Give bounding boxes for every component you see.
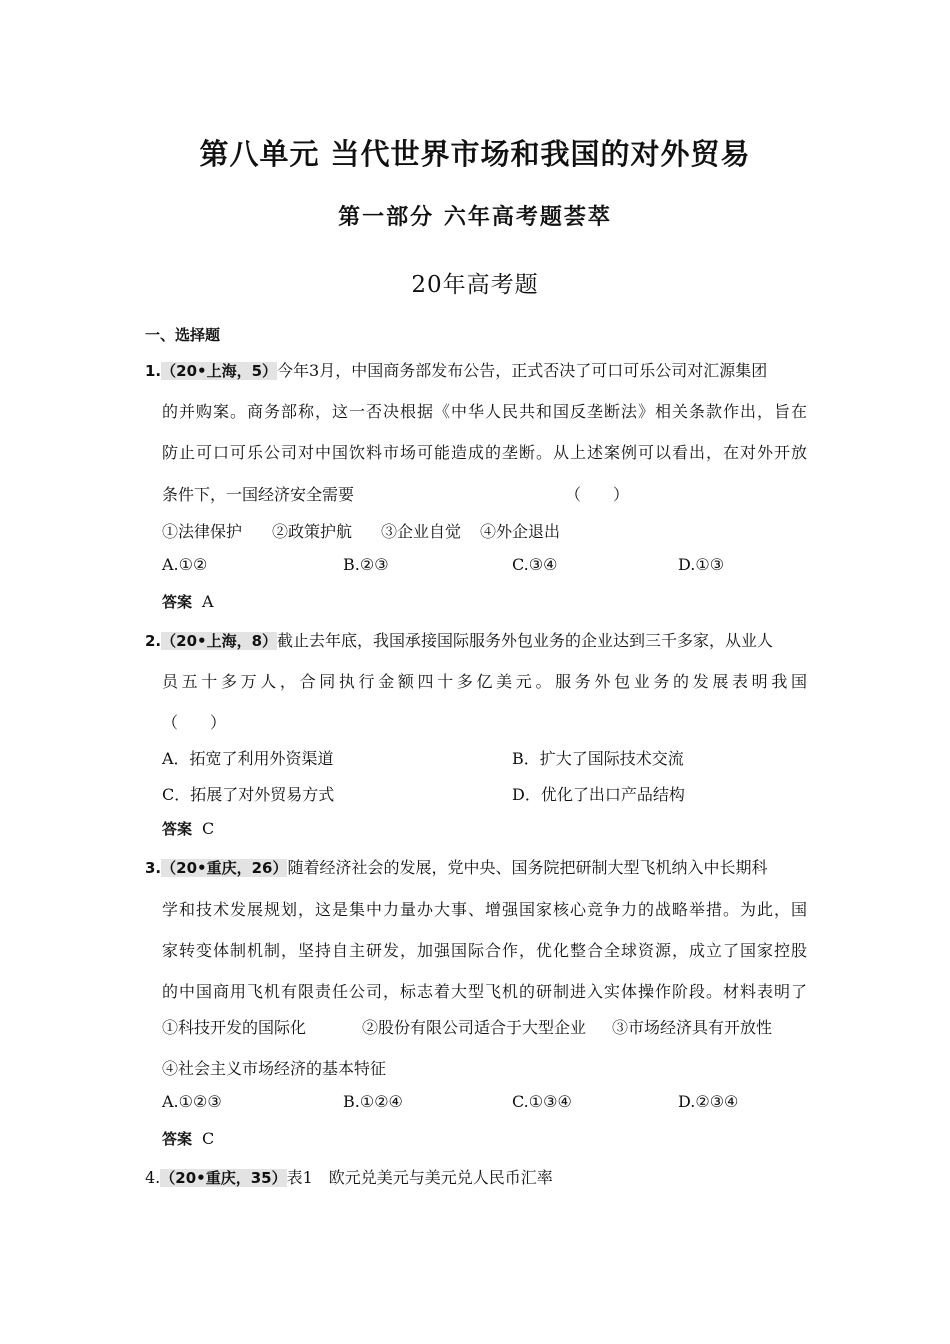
- answer-value: A: [202, 592, 214, 611]
- question-3-text: 随着经济社会的发展，党中央、国务院把研制大型飞机纳入中长期科: [287, 858, 768, 877]
- question-3-option-d: D.②③④: [678, 1092, 739, 1111]
- question-4-text: 表1 欧元兑美元与美元兑人民币汇率: [286, 1168, 553, 1187]
- question-3-source-tag: （20•重庆，26）: [161, 859, 288, 877]
- document-subtitle: 第一部分 六年高考题荟萃: [338, 204, 612, 230]
- question-4-number: 4.: [145, 1168, 161, 1187]
- question-3-line-4: 的中国商用飞机有限责任公司，标志着大型飞机的研制进入实体操作阶段。材料表明了: [162, 982, 807, 1001]
- question-1-text: 今年3月，中国商务部发布公告，正式否决了可口可乐公司对汇源集团: [277, 361, 768, 380]
- question-3-line-3: 家转变体制机制，坚持自主研发，加强国际合作，优化整合全球资源，成立了国家控股: [162, 941, 807, 960]
- answer-label: 答案: [162, 1130, 193, 1148]
- document-title: 第八单元 当代世界市场和我国的对外贸易: [199, 137, 751, 171]
- question-1-answer: [162, 591, 214, 612]
- question-3-answer: [162, 1128, 214, 1149]
- year-heading: 20年高考题: [411, 272, 539, 298]
- question-1-line-3: 防止可口可乐公司对中国饮料市场可能造成的垄断。从上述案例可以看出，在对外开放: [162, 443, 807, 462]
- section-heading: 一、选择题: [145, 326, 221, 344]
- question-1-line-4: 条件下，一国经济安全需要: [162, 485, 355, 504]
- question-3-item-3: ③市场经济具有开放性: [612, 1018, 773, 1037]
- question-2-option-d: D．优化了出口产品结构: [512, 785, 685, 804]
- answer-label: 答案: [162, 593, 193, 611]
- question-2-number: 2.: [145, 632, 162, 650]
- question-4-source-tag: （20•重庆，35）: [160, 1169, 287, 1187]
- question-1-item-1: ①法律保护: [162, 522, 243, 541]
- question-2-line-1: [145, 628, 773, 651]
- question-1-source-tag: （20•上海，5）: [161, 362, 278, 380]
- question-1-line-2: 的并购案。商务部称，这一否决根据《中华人民共和国反垄断法》相关条款作出，旨在: [162, 402, 807, 421]
- question-3-option-c: C.①③④: [512, 1092, 572, 1111]
- question-2-text: 截止去年底，我国承接国际服务外包业务的企业达到三千多家，从业人: [277, 631, 774, 650]
- question-1-bracket: （ ）: [565, 485, 630, 504]
- question-1-line-1: [145, 358, 767, 381]
- question-3-number: 3.: [145, 859, 162, 877]
- question-1-option-d: D.①③: [678, 555, 725, 574]
- question-3-line-1: [145, 855, 768, 878]
- question-2-bracket: （ ）: [162, 713, 227, 732]
- question-3-item-4: ④社会主义市场经济的基本特征: [162, 1059, 387, 1078]
- answer-label: 答案: [162, 820, 193, 838]
- answer-value: C: [202, 1129, 215, 1148]
- question-3-item-1: ①科技开发的国际化: [162, 1018, 307, 1037]
- question-1-item-2: ②政策护航: [272, 522, 353, 541]
- question-2-line-2: 员五十多万人，合同执行金额四十多亿美元。服务外包业务的发展表明我国: [162, 672, 807, 691]
- question-2-option-b: B．扩大了国际技术交流: [512, 749, 684, 768]
- question-2-option-a: A．拓宽了利用外资渠道: [162, 749, 334, 768]
- question-4-line-1: [145, 1165, 553, 1188]
- question-2-answer: [162, 818, 214, 839]
- answer-value: C: [202, 819, 215, 838]
- question-3-option-b: B.①②④: [343, 1092, 403, 1111]
- question-3-option-a: A.①②③: [162, 1092, 222, 1111]
- question-1-item-3: ③企业自觉: [381, 522, 462, 541]
- question-1-option-c: C.③④: [512, 555, 558, 574]
- question-1-option-b: B.②③: [343, 555, 389, 574]
- question-2-option-c: C．拓展了对外贸易方式: [162, 785, 335, 804]
- question-3-line-2: 学和技术发展规划，这是集中力量办大事、增强国家核心竞争力的战略举措。为此，国: [162, 900, 807, 919]
- question-3-item-2: ②股份有限公司适合于大型企业: [362, 1018, 587, 1037]
- question-2-source-tag: （20•上海，8）: [161, 632, 278, 650]
- question-1-option-a: A.①②: [162, 555, 208, 574]
- question-1-number: 1.: [145, 362, 162, 380]
- question-1-item-4: ④外企退出: [480, 522, 561, 541]
